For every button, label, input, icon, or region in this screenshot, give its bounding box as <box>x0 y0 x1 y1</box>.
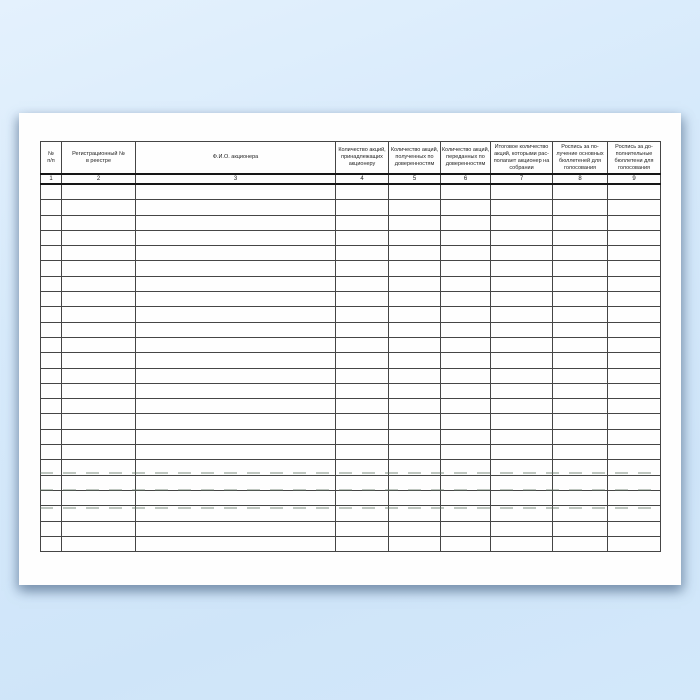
table-cell <box>389 521 441 536</box>
table-cell <box>608 230 661 245</box>
table-cell <box>553 490 608 505</box>
table-cell <box>41 292 62 307</box>
table-cell <box>136 383 336 398</box>
table-row <box>41 307 661 322</box>
table-cell <box>441 383 491 398</box>
column-header-line: Количество акций, <box>441 147 490 153</box>
table-cell <box>608 383 661 398</box>
table-cell <box>136 445 336 460</box>
table-row <box>41 230 661 245</box>
table-cell <box>608 506 661 521</box>
table-cell <box>336 200 389 215</box>
table-cell <box>441 215 491 230</box>
table-cell <box>441 475 491 490</box>
table-cell <box>336 383 389 398</box>
table-cell <box>136 460 336 475</box>
column-header <box>441 142 491 175</box>
table-cell <box>62 276 136 291</box>
table-cell <box>136 322 336 337</box>
column-number: 8 <box>553 174 608 184</box>
table-row <box>41 521 661 536</box>
table-cell <box>136 261 336 276</box>
table-cell <box>62 521 136 536</box>
column-header <box>41 142 62 175</box>
table-row <box>41 445 661 460</box>
table-cell <box>491 383 553 398</box>
table-cell <box>553 292 608 307</box>
table-cell <box>441 353 491 368</box>
table-cell <box>336 246 389 261</box>
column-header-line: полагает акционер на <box>493 157 550 164</box>
table-cell <box>336 536 389 551</box>
table-cell <box>41 230 62 245</box>
column-header-line: голосования <box>563 164 597 171</box>
table-cell <box>608 368 661 383</box>
table-cell <box>41 506 62 521</box>
table-cell <box>491 460 553 475</box>
table-cell <box>136 475 336 490</box>
table-cell <box>336 322 389 337</box>
table-cell <box>136 276 336 291</box>
column-header-line: собрании <box>509 164 534 171</box>
column-header-line: бюллетени для <box>614 157 654 164</box>
table-cell <box>336 506 389 521</box>
table-cell <box>389 200 441 215</box>
table-cell <box>389 368 441 383</box>
table-cell <box>62 475 136 490</box>
table-cell <box>608 445 661 460</box>
column-number: 2 <box>62 174 136 184</box>
table-cell <box>389 475 441 490</box>
table-cell <box>62 261 136 276</box>
table-cell <box>441 506 491 521</box>
table-cell <box>491 200 553 215</box>
table-cell <box>62 200 136 215</box>
table-row <box>41 292 661 307</box>
table-row <box>41 276 661 291</box>
column-header-line: в реестре <box>85 157 111 164</box>
column-header-line: № <box>48 150 54 157</box>
table-cell <box>41 383 62 398</box>
table-cell <box>553 460 608 475</box>
table-cell <box>41 460 62 475</box>
column-header-line: Итоговое количество <box>494 143 549 150</box>
table-cell <box>553 368 608 383</box>
table-cell <box>62 322 136 337</box>
column-header-line: Регистрационный № <box>72 150 125 157</box>
table-cell <box>41 337 62 352</box>
table-cell <box>608 215 661 230</box>
column-header <box>491 142 553 175</box>
column-number-row <box>41 174 661 184</box>
table-cell <box>441 368 491 383</box>
table-cell <box>41 521 62 536</box>
table-row <box>41 322 661 337</box>
table-cell <box>441 246 491 261</box>
table-cell <box>389 246 441 261</box>
table-cell <box>491 337 553 352</box>
table-cell <box>41 276 62 291</box>
table-cell <box>389 399 441 414</box>
table-cell <box>336 184 389 200</box>
table-cell <box>441 184 491 200</box>
table-cell <box>62 230 136 245</box>
table-cell <box>336 429 389 444</box>
table-cell <box>336 445 389 460</box>
column-header-line: Роспись за по- <box>561 143 599 150</box>
table-cell <box>608 521 661 536</box>
table-row <box>41 383 661 398</box>
column-number: 9 <box>608 174 661 184</box>
table-cell <box>553 261 608 276</box>
table-cell <box>62 307 136 322</box>
table-cell <box>62 215 136 230</box>
table-cell <box>441 399 491 414</box>
table-cell <box>553 246 608 261</box>
table-cell <box>336 414 389 429</box>
table-cell <box>553 184 608 200</box>
table-row <box>41 536 661 551</box>
table-cell <box>608 307 661 322</box>
table-cell <box>441 460 491 475</box>
table-cell <box>553 506 608 521</box>
table-cell <box>336 475 389 490</box>
table-cell <box>441 200 491 215</box>
table-cell <box>491 506 553 521</box>
table-row <box>41 353 661 368</box>
table-cell <box>491 521 553 536</box>
table-row <box>41 475 661 490</box>
table-row <box>41 399 661 414</box>
table-cell <box>608 261 661 276</box>
table-cell <box>62 414 136 429</box>
table-row <box>41 246 661 261</box>
table-cell <box>41 215 62 230</box>
table-cell <box>136 490 336 505</box>
table-cell <box>389 536 441 551</box>
table-cell <box>41 322 62 337</box>
table-cell <box>41 429 62 444</box>
table-cell <box>608 475 661 490</box>
table-cell <box>441 292 491 307</box>
table-cell <box>608 337 661 352</box>
table-cell <box>389 414 441 429</box>
table-cell <box>491 322 553 337</box>
table-cell <box>389 307 441 322</box>
table-cell <box>136 521 336 536</box>
table-cell <box>336 337 389 352</box>
column-header <box>389 142 441 175</box>
column-header-line: бюллетеней для <box>558 157 602 164</box>
table-cell <box>553 322 608 337</box>
column-header-line: лучение основных <box>556 150 604 157</box>
column-header-line: полнительные <box>615 150 653 157</box>
table-cell <box>491 261 553 276</box>
table-cell <box>62 536 136 551</box>
table-cell <box>41 200 62 215</box>
column-header-line: акций, которыми рас- <box>494 150 549 157</box>
table-cell <box>491 429 553 444</box>
table-cell <box>389 383 441 398</box>
table-cell <box>491 215 553 230</box>
table-cell <box>491 490 553 505</box>
table-cell <box>336 230 389 245</box>
header-row <box>41 142 661 175</box>
table-cell <box>389 292 441 307</box>
table-cell <box>62 292 136 307</box>
column-header-line: Ф.И.О. акционера <box>212 154 259 160</box>
table-cell <box>62 353 136 368</box>
table-row <box>41 490 661 505</box>
table-cell <box>41 261 62 276</box>
table-cell <box>136 368 336 383</box>
table-cell <box>336 307 389 322</box>
table-cell <box>491 414 553 429</box>
column-header <box>553 142 608 175</box>
table-cell <box>389 322 441 337</box>
table-cell <box>41 445 62 460</box>
table-cell <box>441 230 491 245</box>
table-row <box>41 429 661 444</box>
table-cell <box>136 215 336 230</box>
table-cell <box>608 322 661 337</box>
column-header <box>62 142 136 175</box>
table-cell <box>41 246 62 261</box>
table-cell <box>62 460 136 475</box>
table-cell <box>336 521 389 536</box>
table-cell <box>389 261 441 276</box>
table-cell <box>608 490 661 505</box>
column-header-line: Количество акций, <box>390 147 439 153</box>
table-row <box>41 200 661 215</box>
table-cell <box>62 337 136 352</box>
table-cell <box>553 414 608 429</box>
table-cell <box>608 429 661 444</box>
table-cell <box>441 521 491 536</box>
table-cell <box>608 246 661 261</box>
table-cell <box>491 307 553 322</box>
table-cell <box>136 200 336 215</box>
table-cell <box>389 230 441 245</box>
table-cell <box>389 184 441 200</box>
table-cell <box>62 445 136 460</box>
table-cell <box>553 230 608 245</box>
table-cell <box>553 475 608 490</box>
table-cell <box>62 506 136 521</box>
table-cell <box>41 490 62 505</box>
table-cell <box>553 215 608 230</box>
table-cell <box>441 414 491 429</box>
column-header <box>608 142 661 175</box>
table-cell <box>608 399 661 414</box>
table-cell <box>553 399 608 414</box>
table-cell <box>553 445 608 460</box>
table-cell <box>441 445 491 460</box>
table-cell <box>491 475 553 490</box>
table-cell <box>441 261 491 276</box>
table-cell <box>62 368 136 383</box>
column-header-line: переданных по <box>446 154 485 160</box>
table-cell <box>441 322 491 337</box>
table-cell <box>336 490 389 505</box>
table-cell <box>441 490 491 505</box>
table-row <box>41 414 661 429</box>
table-cell <box>608 184 661 200</box>
table-cell <box>136 230 336 245</box>
column-number: 3 <box>136 174 336 184</box>
column-header-line: полученных по <box>395 154 434 160</box>
table-cell <box>41 399 62 414</box>
table-cell <box>441 337 491 352</box>
table-cell <box>608 460 661 475</box>
column-header <box>336 142 389 175</box>
table-cell <box>136 414 336 429</box>
column-number: 1 <box>41 174 62 184</box>
table-cell <box>491 353 553 368</box>
table-cell <box>62 399 136 414</box>
table-row <box>41 368 661 383</box>
table-cell <box>553 536 608 551</box>
column-number: 7 <box>491 174 553 184</box>
table-cell <box>62 429 136 444</box>
table-cell <box>389 445 441 460</box>
table-cell <box>491 276 553 291</box>
table-row <box>41 460 661 475</box>
column-header-line: Количество акций, <box>338 147 386 153</box>
table-head <box>41 142 661 185</box>
table-cell <box>136 353 336 368</box>
table-cell <box>41 307 62 322</box>
table-cell <box>62 490 136 505</box>
table-cell <box>491 246 553 261</box>
shareholder-registration-table <box>40 141 661 552</box>
table-cell <box>389 353 441 368</box>
table-cell <box>336 399 389 414</box>
table-body <box>41 184 661 552</box>
table-cell <box>553 276 608 291</box>
table-cell <box>136 399 336 414</box>
column-header-line: акционеру <box>348 161 376 167</box>
table-cell <box>441 307 491 322</box>
table-cell <box>491 292 553 307</box>
table-cell <box>41 368 62 383</box>
table-cell <box>136 292 336 307</box>
table-cell <box>136 506 336 521</box>
table-cell <box>389 337 441 352</box>
column-number: 5 <box>389 174 441 184</box>
column-number: 6 <box>441 174 491 184</box>
table-cell <box>608 292 661 307</box>
table-cell <box>553 337 608 352</box>
table-cell <box>441 536 491 551</box>
table-cell <box>608 353 661 368</box>
table-cell <box>389 215 441 230</box>
column-header-line: Роспись за до- <box>615 143 653 150</box>
table-row <box>41 215 661 230</box>
table-cell <box>491 536 553 551</box>
table-cell <box>389 506 441 521</box>
table-cell <box>62 184 136 200</box>
table-cell <box>389 490 441 505</box>
table-cell <box>41 536 62 551</box>
table-cell <box>491 230 553 245</box>
table-cell <box>491 368 553 383</box>
table-cell <box>336 276 389 291</box>
table-cell <box>608 200 661 215</box>
table-cell <box>389 276 441 291</box>
table-cell <box>62 246 136 261</box>
table-cell <box>491 399 553 414</box>
table-cell <box>136 307 336 322</box>
table-cell <box>553 383 608 398</box>
table-cell <box>553 429 608 444</box>
table-cell <box>441 429 491 444</box>
table-cell <box>389 429 441 444</box>
document-page <box>19 113 681 585</box>
table-cell <box>136 429 336 444</box>
table-cell <box>553 353 608 368</box>
table-cell <box>41 353 62 368</box>
column-number: 4 <box>336 174 389 184</box>
table-cell <box>553 521 608 536</box>
table-cell <box>336 215 389 230</box>
table-cell <box>62 383 136 398</box>
table-cell <box>491 184 553 200</box>
column-header <box>136 142 336 175</box>
table-cell <box>389 460 441 475</box>
table-row <box>41 506 661 521</box>
table-row <box>41 337 661 352</box>
table-cell <box>608 414 661 429</box>
table-cell <box>553 307 608 322</box>
table-cell <box>136 536 336 551</box>
table-cell <box>608 276 661 291</box>
table-cell <box>136 337 336 352</box>
column-header-line: доверенностям <box>445 161 486 167</box>
table-cell <box>41 184 62 200</box>
table-cell <box>41 414 62 429</box>
table-cell <box>441 276 491 291</box>
column-header-line: голосования <box>617 164 651 171</box>
column-header-line: принадлежащих <box>341 154 383 160</box>
table-cell <box>41 475 62 490</box>
table-cell <box>553 200 608 215</box>
table-cell <box>336 368 389 383</box>
table-cell <box>336 261 389 276</box>
table-cell <box>336 460 389 475</box>
table-row <box>41 184 661 200</box>
table-cell <box>136 246 336 261</box>
table-cell <box>136 184 336 200</box>
column-header-line: доверенностям <box>394 161 435 167</box>
table-row <box>41 261 661 276</box>
table-cell <box>336 353 389 368</box>
column-header-line: п/п <box>47 157 55 164</box>
table-cell <box>336 292 389 307</box>
table-cell <box>608 536 661 551</box>
table-cell <box>491 445 553 460</box>
